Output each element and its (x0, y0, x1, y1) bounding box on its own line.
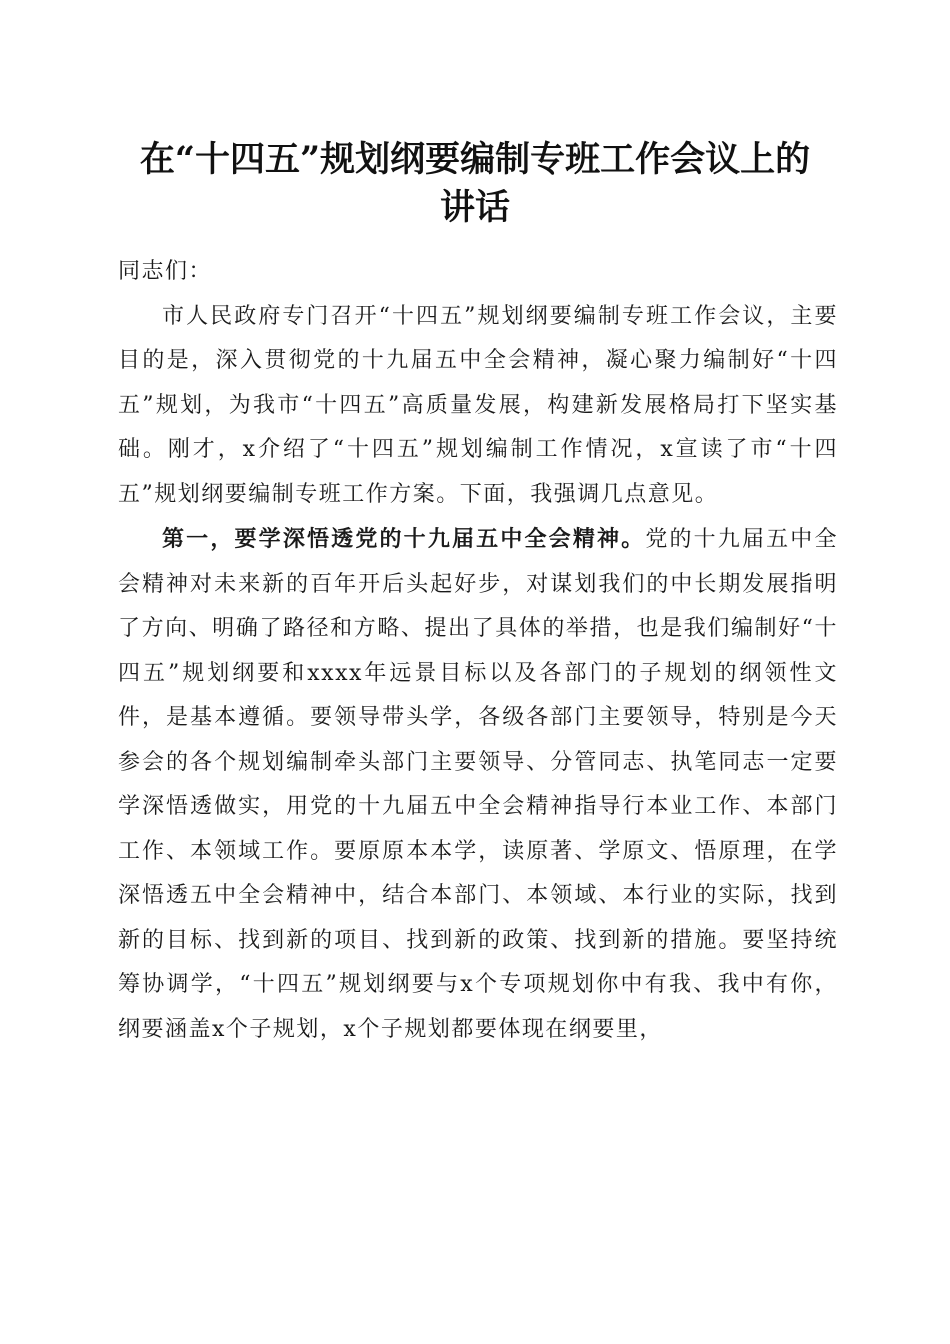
paragraph-lead-heading: 第一，要学深悟透党的十九届五中全会精神。 (162, 526, 646, 552)
document-body (118, 250, 838, 1052)
document-title: 在“十四五”规划纲要编制专班工作会议上的 (139, 139, 811, 180)
paragraph-text: 市人民政府专门召开“十四五”规划纲要编制专班工作会议，主要目的是，深入贯彻党的十九届五中全会精神，凝心聚力编制好“十四五”规划，为我市“十四五”高质量发展，构建新发展格局打下坚实基础。刚才，x介绍了“十四五”规划编制工作情况，x宣读了市“十四五”规划纲要编制专班工作方案。下面，我强调几点意见。 (118, 303, 838, 507)
paragraph-text: 党的十九届五中全会精神对未来新的百年开后头起好步，对谋划我们的中长期发展指明了方向、明确了路径和方略、提出了具体的举措，也是我们编制好“十四五”规划纲要和xxxx年远景目标以及各部门的子规划的纲领性文件，是基本遵循。要领导带头学，各级各部门主要领导，特别是今天参会的各个规划编制牵头部门主要领导、分管同志、执笔同志一定要学深悟透做实，用党的十九届五中全会精神指导行本业工作、本部门工作、本领域工作。要原原本本学，读原著、学原文、悟原理，在学深悟透五中全会精神中，结合本部门、本领域、本行业的实际，找到新的目标、找到新的项目、找到新的政策、找到新的措施。要坚持统筹协调学，“十四五”规划纲要与x个专项规划你中有我、我中有你，纲要涵盖x个子规划，x个子规划都要体现在纲要里， (118, 527, 838, 1042)
document-title-continued: 讲话 (439, 187, 510, 228)
salutation: 同志们： (118, 259, 213, 284)
paragraph-intro (118, 295, 838, 518)
paragraph-first-point (118, 517, 838, 1052)
